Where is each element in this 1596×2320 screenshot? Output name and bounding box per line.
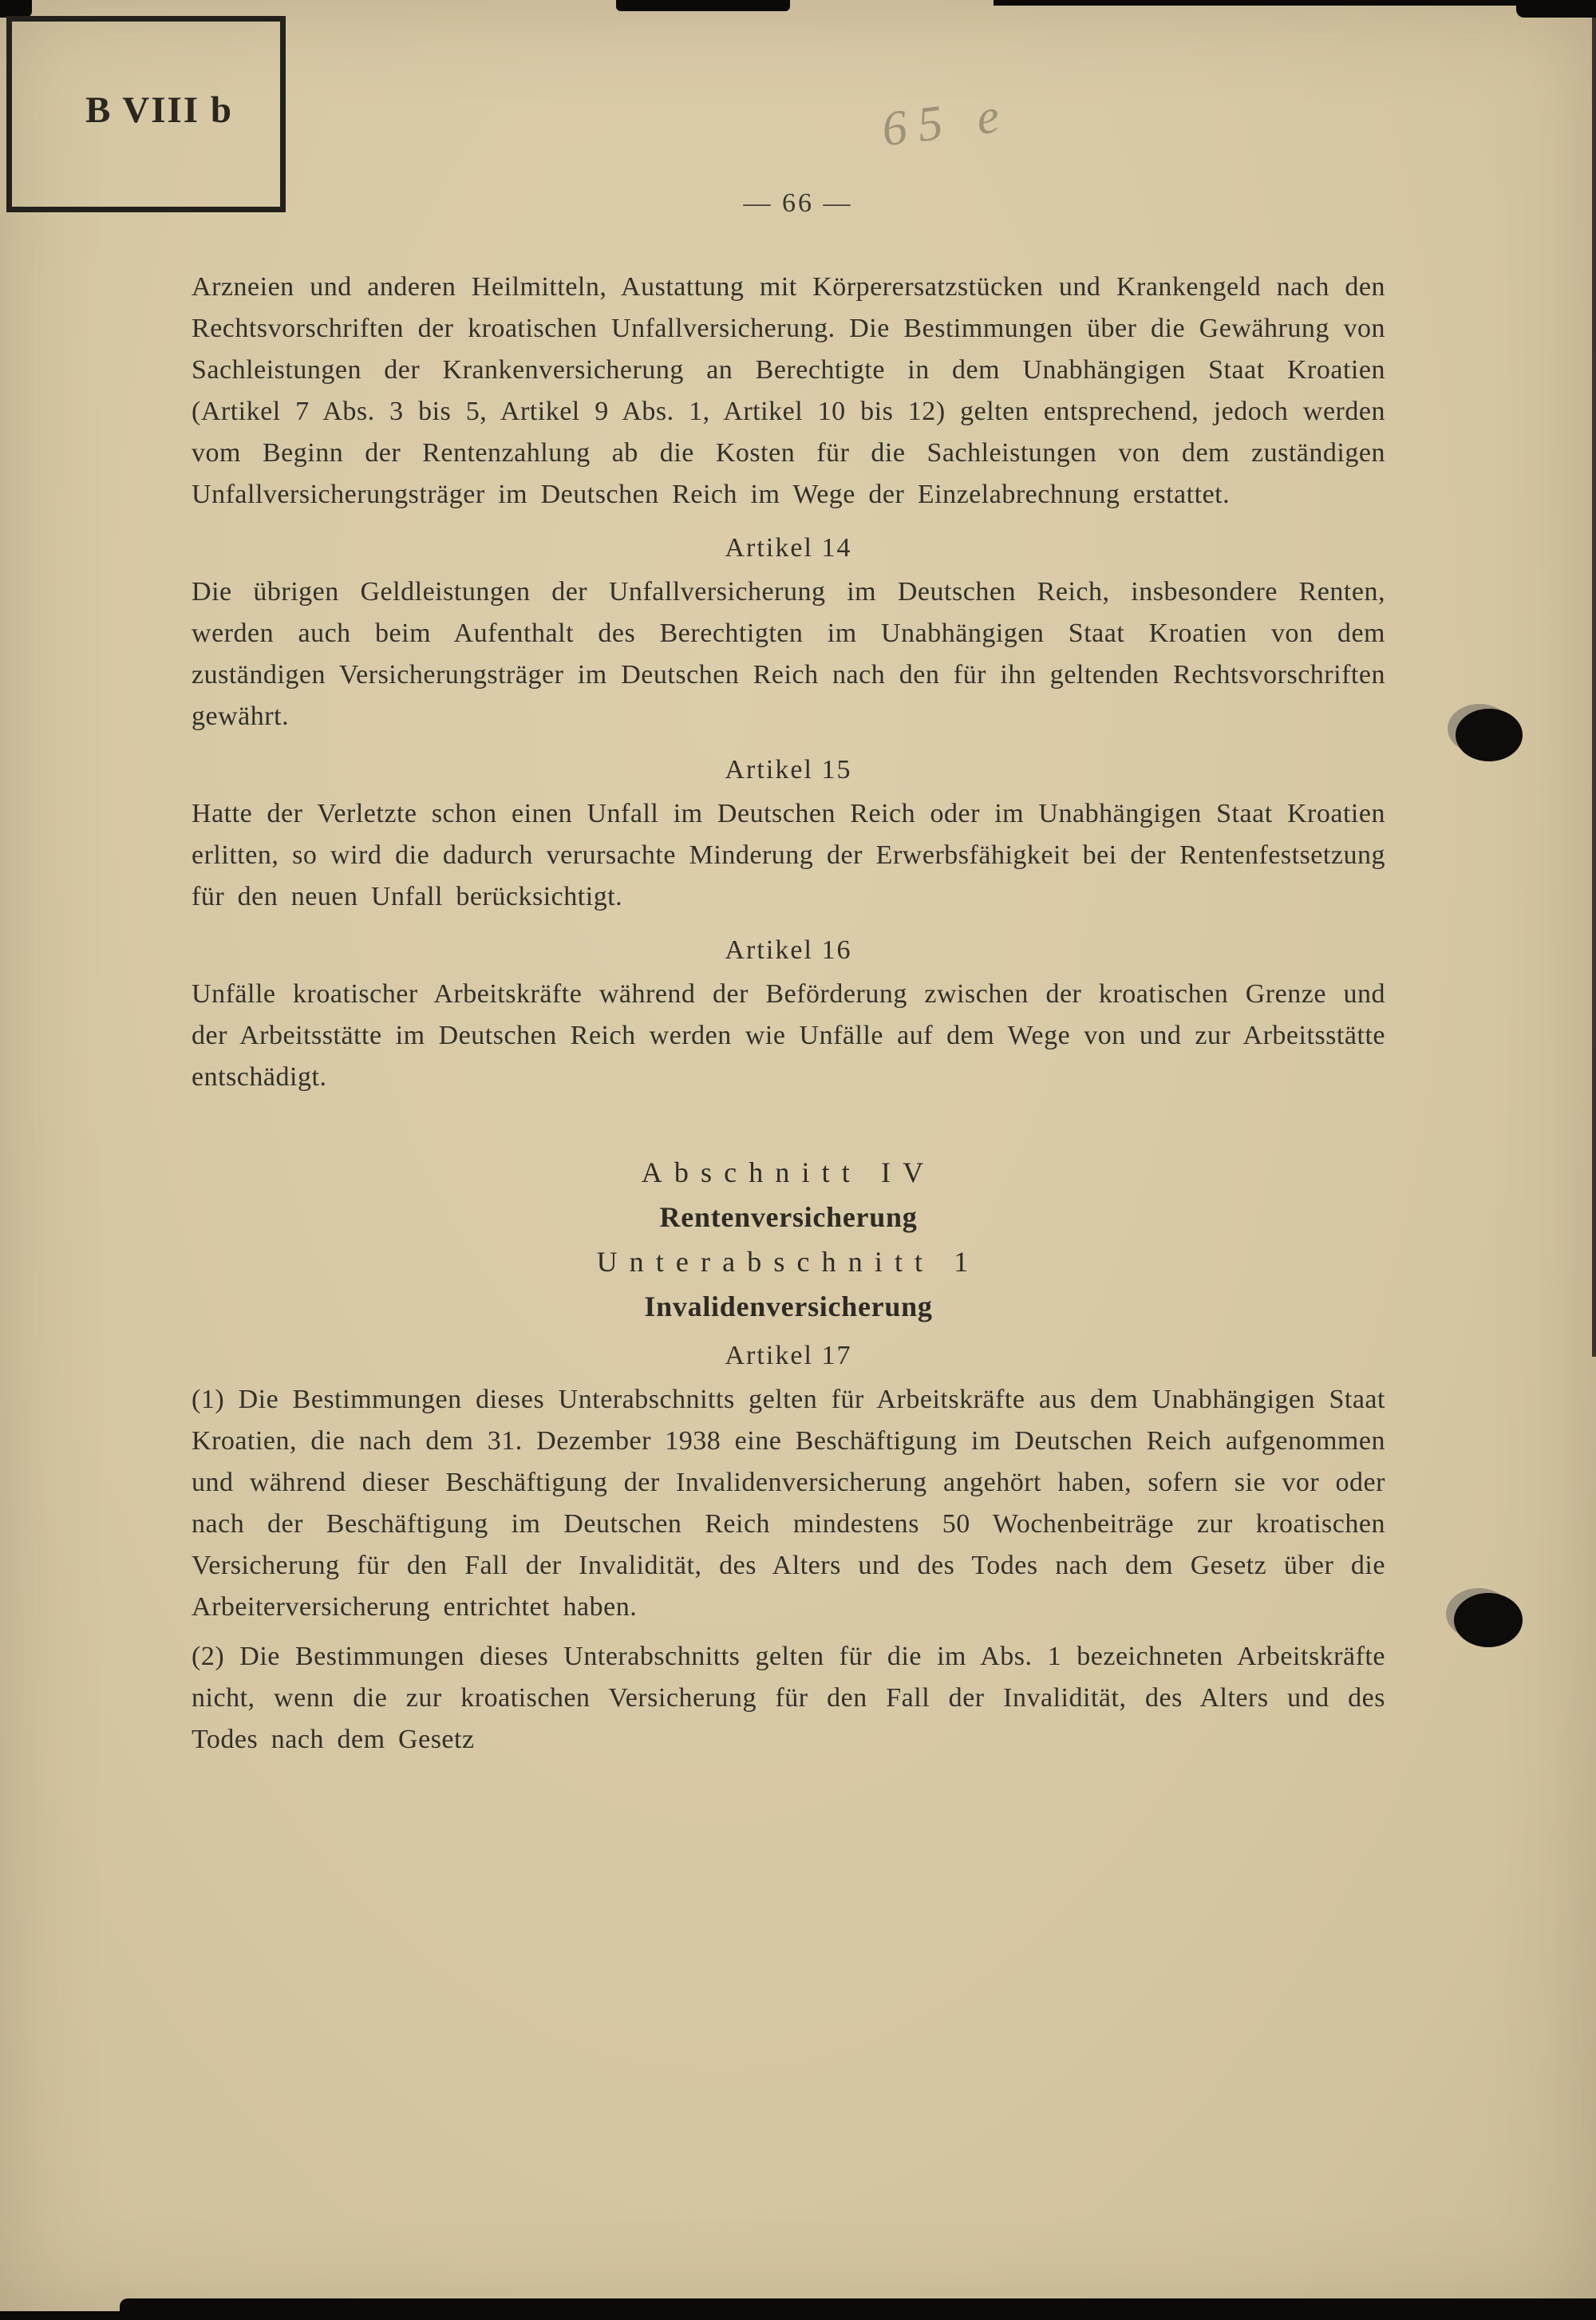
scan-artifact-top-right [994,0,1596,6]
artikel-14-paragraph: Die übrigen Geldleistungen der Unfallversicherung im Deutschen Reich, insbesondere Renten, werden auch beim Aufenthalt des Berechtigten im Unabhängigen Staat Kroatien von dem zuständigen Versicherungsträger im Deutschen Reich nach den für ihn geltenden Rechtsvorschriften gewährt. [192,577,1385,731]
abschnitt-heading: Abschnitt IV [641,1156,936,1188]
artikel-17-heading: Artikel 17 [725,1341,852,1370]
punch-hole [1454,1593,1523,1647]
handwritten-note: 65 e [879,87,1013,157]
unterabschnitt-title: Invalidenversicherung [644,1290,933,1322]
text-column [192,267,1385,1769]
artikel-15-paragraph: Hatte der Verletzte schon einen Unfall im Deutschen Reich oder im Unabhängigen Staat Kroatien erlitten, so wird die dadurch verursachte Minderung der Erwerbsfähigkeit bei der Rentenfestsetzung für den neuen Unfall berücksichtigt. [192,799,1385,911]
artikel-14-heading: Artikel 14 [725,533,852,563]
classification-box [6,16,286,212]
artikel-15-heading: Artikel 15 [725,755,852,785]
scan-artifact-top-mid [616,0,790,11]
scan-artifact-top-right-corner [1516,0,1596,18]
scan-artifact-bottom-left [0,2311,128,2320]
artikel-17-paragraph-1: (1) Die Bestimmungen dieses Unterabschnitts gelten für Arbeitskräfte aus dem Unabhängigen Staat Kroatien, die nach dem 31. Dezember 1938 eine Beschäftigung im Deutschen Reich aufgenommen und während dieser Beschäftigung der Invalidenversicherung angehört haben, sofern sie vor oder nach der Beschäftigung im Deutschen Reich mindestens 50 Wochenbeiträge zur kroatischen Versicherung für den Fall der Invalidität, des Alters und des Todes nach dem Gesetz über die Arbeiterversicherung entrichtet haben. [192,1385,1385,1622]
artikel-16-paragraph: Unfälle kroatischer Arbeitskräfte während der Beförderung zwischen der kroatischen Grenze und der Arbeitsstätte im Deutschen Reich werden wie Unfälle auf dem Wege von und zur Arbeitsstätte entschädigt. [192,979,1385,1092]
abschnitt-title: Rentenversicherung [659,1201,918,1233]
artikel-16-heading: Artikel 16 [725,935,852,965]
artikel-17-paragraph-2: (2) Die Bestimmungen dieses Unterabschnitts gelten für die im Abs. 1 bezeichneten Arbeitskräfte nicht, wenn die zur kroatischen Versicherung für den Fall der Invalidität, des Alters und des Todes nach dem Gesetz [192,1642,1385,1754]
classification-label: B VIII b [85,89,233,131]
unterabschnitt-heading: Unterabschnitt 1 [596,1246,981,1278]
punch-hole [1456,709,1523,761]
scan-artifact-top-left [0,0,32,18]
intro-paragraph: Arzneien und anderen Heilmitteln, Austattung mit Körperersatzstücken und Krankengeld nach den Rechtsvorschriften der kroatischen Unfallversicherung. Die Bestimmungen über die Gewährung von Sachleistungen der Krankenversicherung an Berechtigte in dem Unabhängigen Staat Kroatien (Artikel 7 Abs. 3 bis 5, Artikel 9 Abs. 1, Artikel 10 bis 12) gelten entsprechend, jedoch werden vom Beginn der Rentenzahlung ab die Kosten für die Sachleistungen von dem zuständigen Unfallversicherungsträger im Deutschen Reich im Wege der Einzelabrechnung erstattet. [192,272,1385,509]
scan-artifact-bottom [120,2298,1596,2320]
page-number: — 66 — [743,188,853,218]
